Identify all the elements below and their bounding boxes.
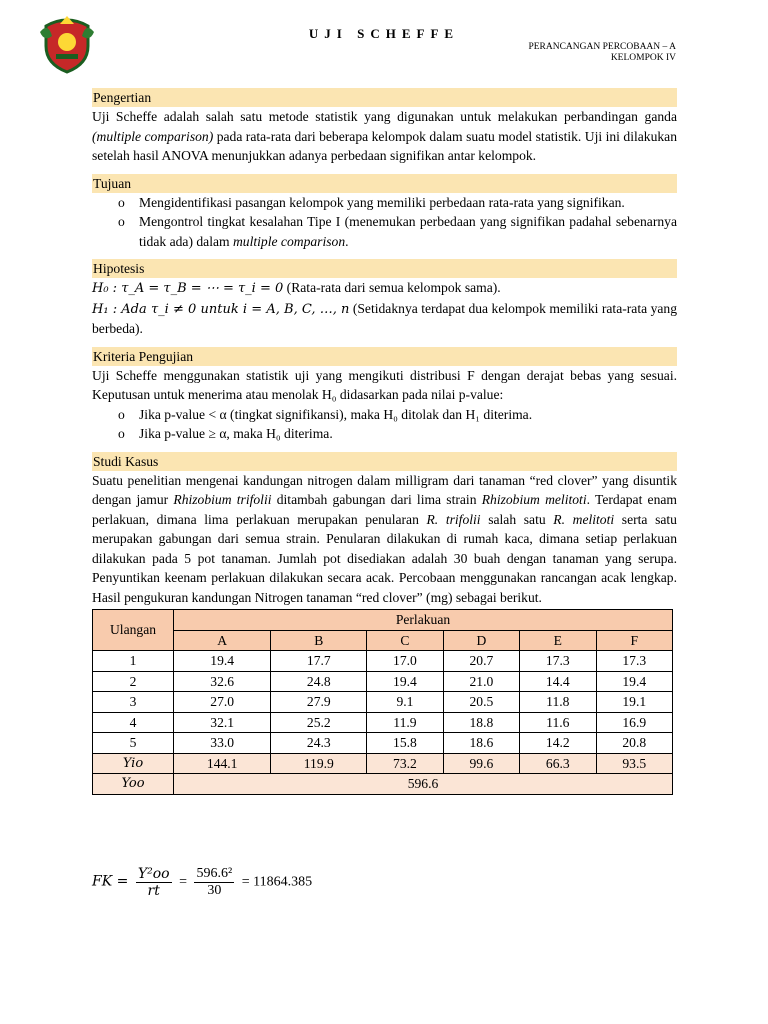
row-ulangan: 1 <box>93 651 174 672</box>
hypothesis-h1: H₁ : Ada τ_i ≠ 0 untuk i = A, B, C, …, n (Setidaknya terdapat dua kelompok memiliki rata-rata yang berbeda). <box>92 300 678 336</box>
table-cell: 19.4 <box>174 651 271 672</box>
list-item: o Mengontrol tingkat kesalahan Tipe I (menemukan perbedaan yang signifikan padahal sebenarnya tidak ada) dalam multiple comparison. <box>118 214 677 249</box>
table-cell: 27.9 <box>271 692 367 713</box>
table-cell: 18.6 <box>443 733 519 754</box>
pengertian-paragraph: Uji Scheffe adalah salah satu metode statistik yang digunakan untuk melakukan perbandingan ganda (multiple comparison) pada rata-rata dari beberapa kelompok dalam suatu model statistik. Uji ini dilakukan setelah hasil ANOVA menunjukkan adanya perbedaan signifikan antar kelompok. <box>92 109 677 163</box>
table-cell: 17.7 <box>271 651 367 672</box>
table-cell: 32.6 <box>174 671 271 692</box>
row-label-yoo: Yoo <box>93 774 174 795</box>
row-ulangan: 3 <box>93 692 174 713</box>
header-ulangan: Ulangan <box>93 610 174 651</box>
section-heading-pengertian: Pengertian <box>92 88 677 107</box>
fk-formula: FK = $\frac{\text{Y²oo}}{rt}$ = $\frac{\text{596.6²}}{30}$ = 11864.385 <box>92 866 313 899</box>
table-cell-total: 119.9 <box>271 753 367 774</box>
row-label-yio: Yio <box>93 753 174 774</box>
bullet-icon: o <box>118 406 125 422</box>
table-row <box>93 712 673 733</box>
table-row <box>93 733 673 754</box>
column-header: A <box>174 630 271 651</box>
bullet-icon: o <box>118 214 125 229</box>
table-cell: 25.2 <box>271 712 367 733</box>
data-table-wrapper <box>92 609 677 795</box>
column-header: D <box>443 630 519 651</box>
section-heading-studi-kasus: Studi Kasus <box>92 452 677 471</box>
table-cell: 19.4 <box>596 671 672 692</box>
bullet-icon: o <box>118 194 125 210</box>
table-cell-total: 66.3 <box>520 753 596 774</box>
group-name: KELOMPOK IV <box>610 53 676 63</box>
kriteria-list <box>92 405 677 444</box>
studi-kasus-paragraph: Suatu penelitian mengenai kandungan nitrogen dalam milligram dari tanaman “red clover” yang disuntik dengan jamur Rhizobium trifolii ditambah gabungan dari lima strain Rhizobium melitoti. Terdapat enam perlakuan, dimana lima perlakuan merupakan penularan R. trifolii salah satu R. melitoti serta satu merupakan gabungan dari semua strain. Penularan dilakukan di rumah kaca, dimana setiap perlakuan dilakukan pada 5 pot tanaman. Jumlah pot disediakan adalah 30 buah dengan tanaman yang serupa. Penyuntikan keenam perlakuan dilakukan secara acak. Percobaan menggunakan rancangan acak lengkap. Hasil pengukuran kandungan Nitrogen tanaman “red clover” (mg) sebagai berikut. <box>92 472 677 605</box>
table-cell-total: 99.6 <box>443 753 519 774</box>
table-cell: 16.9 <box>596 712 672 733</box>
table-row-yio <box>93 753 673 774</box>
course-header <box>528 42 676 64</box>
fraction-value: $\frac{\text{596.6²}}{30}$ <box>196 866 233 898</box>
list-item: o Jika p-value < α (tingkat signifikansi), maka H₀ ditolak dan H₁ diterima. <box>92 405 677 425</box>
list-item: o Mengidentifikasi pasangan kelompok yang memiliki perbedaan rata-rata yang signifikan. <box>92 193 677 213</box>
section-heading-kriteria: Kriteria Pengujian <box>92 347 677 366</box>
university-crest-logo <box>38 12 96 74</box>
bullet-icon: o <box>118 426 125 441</box>
course-name: PERANCANGAN PERCOBAAN – A <box>528 42 676 52</box>
table-cell: 9.1 <box>367 692 443 713</box>
table-body <box>93 651 673 795</box>
column-header: B <box>271 630 367 651</box>
row-ulangan: 2 <box>93 671 174 692</box>
table-cell: 19.1 <box>596 692 672 713</box>
table-cell-total: 144.1 <box>174 753 271 774</box>
column-header: E <box>520 630 596 651</box>
column-header-row <box>93 630 673 651</box>
hypothesis-h0: H₀ : τ_A = τ_B = ⋯ = τ_i = 0 (Rata-rata dari semua kelompok sama). <box>92 280 501 296</box>
table-cell: 17.3 <box>596 651 672 672</box>
table-cell: 14.2 <box>520 733 596 754</box>
table-cell: 14.4 <box>520 671 596 692</box>
table-cell: 18.8 <box>443 712 519 733</box>
table-cell: 24.3 <box>271 733 367 754</box>
table-cell: 27.0 <box>174 692 271 713</box>
table-cell: 20.5 <box>443 692 519 713</box>
document-title: UJI SCHEFFE <box>308 26 460 41</box>
kriteria-paragraph: Uji Scheffe menggunakan statistik uji yang mengikuti distribusi F dengan derajat bebas yang sesuai. Keputusan untuk menerima atau menolak H₀ didasarkan pada nilai p-value: <box>92 367 677 402</box>
table-row <box>93 671 673 692</box>
tujuan-list <box>92 193 677 252</box>
table-cell: 17.3 <box>520 651 596 672</box>
table-cell: 19.4 <box>367 671 443 692</box>
table-cell: 15.8 <box>367 733 443 754</box>
table-row <box>93 651 673 672</box>
list-item: o Jika p-value ≥ α, maka H₀ diterima. <box>92 424 677 444</box>
fraction-yoo-rt: $\frac{\text{Y²oo}}{rt}$ <box>137 866 170 899</box>
table-cell: 32.1 <box>174 712 271 733</box>
section-heading-hipotesis: Hipotesis <box>92 259 677 278</box>
table-cell: 17.0 <box>367 651 443 672</box>
table-cell: 33.0 <box>174 733 271 754</box>
row-ulangan: 5 <box>93 733 174 754</box>
grand-total: 596.6 <box>174 774 673 795</box>
section-heading-tujuan: Tujuan <box>92 174 677 193</box>
table-row <box>93 692 673 713</box>
table-cell: 20.8 <box>596 733 672 754</box>
document-body <box>92 88 677 795</box>
table-cell: 11.6 <box>520 712 596 733</box>
column-header: C <box>367 630 443 651</box>
table-cell-total: 93.5 <box>596 753 672 774</box>
column-header: F <box>596 630 672 651</box>
table-cell: 21.0 <box>443 671 519 692</box>
table-row-yoo <box>93 774 673 795</box>
header-perlakuan: Perlakuan <box>174 610 673 631</box>
table-cell: 20.7 <box>443 651 519 672</box>
table-cell-total: 73.2 <box>367 753 443 774</box>
row-ulangan: 4 <box>93 712 174 733</box>
table-cell: 24.8 <box>271 671 367 692</box>
table-cell: 11.9 <box>367 712 443 733</box>
table-cell: 11.8 <box>520 692 596 713</box>
nitrogen-data-table <box>92 609 673 795</box>
